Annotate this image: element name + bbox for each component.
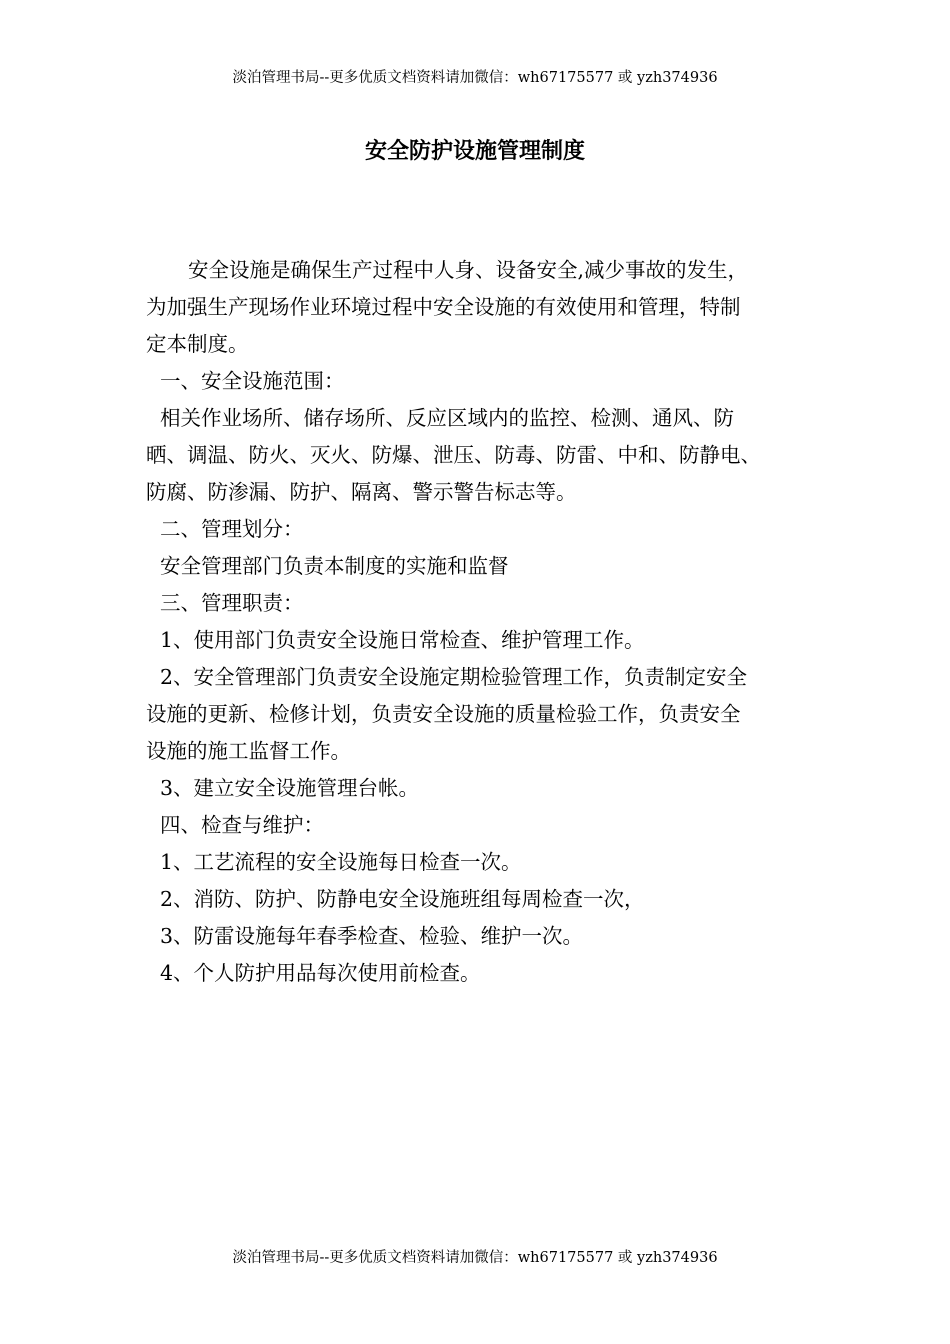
list-item: 4、个人防护用品每次使用前检查。 <box>160 961 481 985</box>
list-item: 1、使用部门负责安全设施日常检查、维护管理工作。 <box>160 628 645 652</box>
section-heading: 三、管理职责： <box>160 591 304 615</box>
list-item: 3、建立安全设施管理台帐。 <box>160 776 420 800</box>
page-footer: 淡泊管理书局--更多优质文档资料请加微信：wh67175577 或 yzh374936 <box>232 1250 718 1266</box>
body-line: 为加强生产现场作业环境过程中安全设施的有效使用和管理，特制 <box>146 295 741 319</box>
body-line: 晒、调温、防火、灭火、防爆、泄压、防毒、防雷、中和、防静电、 <box>146 443 761 467</box>
list-item: 2、消防、防护、防静电安全设施班组每周检查一次， <box>160 887 645 911</box>
body-line: 安全设施是确保生产过程中人身、设备安全,减少事故的发生， <box>188 258 749 282</box>
section-heading: 二、管理划分： <box>160 517 304 541</box>
body-line: 安全管理部门负责本制度的实施和监督 <box>160 554 509 578</box>
section-heading: 四、检查与维护： <box>160 813 324 837</box>
body-line: 防腐、防渗漏、防护、隔离、警示警告标志等。 <box>146 480 577 504</box>
list-item: 2、安全管理部门负责安全设施定期检验管理工作，负责制定安全 <box>160 665 748 689</box>
section-heading: 一、安全设施范围： <box>160 369 345 393</box>
body-line: 相关作业场所、储存场所、反应区域内的监控、检测、通风、防 <box>160 406 734 430</box>
body-line: 定本制度。 <box>146 332 249 356</box>
list-item: 1、工艺流程的安全设施每日检查一次。 <box>160 850 522 874</box>
document-body <box>0 252 950 992</box>
document-title: 安全防护设施管理制度 <box>364 138 585 164</box>
body-line: 设施的更新、检修计划，负责安全设施的质量检验工作，负责安全 <box>146 702 741 726</box>
body-line: 设施的施工监督工作。 <box>146 739 351 763</box>
list-item: 3、防雷设施每年春季检查、检验、维护一次。 <box>160 924 584 948</box>
page-header: 淡泊管理书局--更多优质文档资料请加微信：wh67175577 或 yzh374936 <box>232 70 718 86</box>
